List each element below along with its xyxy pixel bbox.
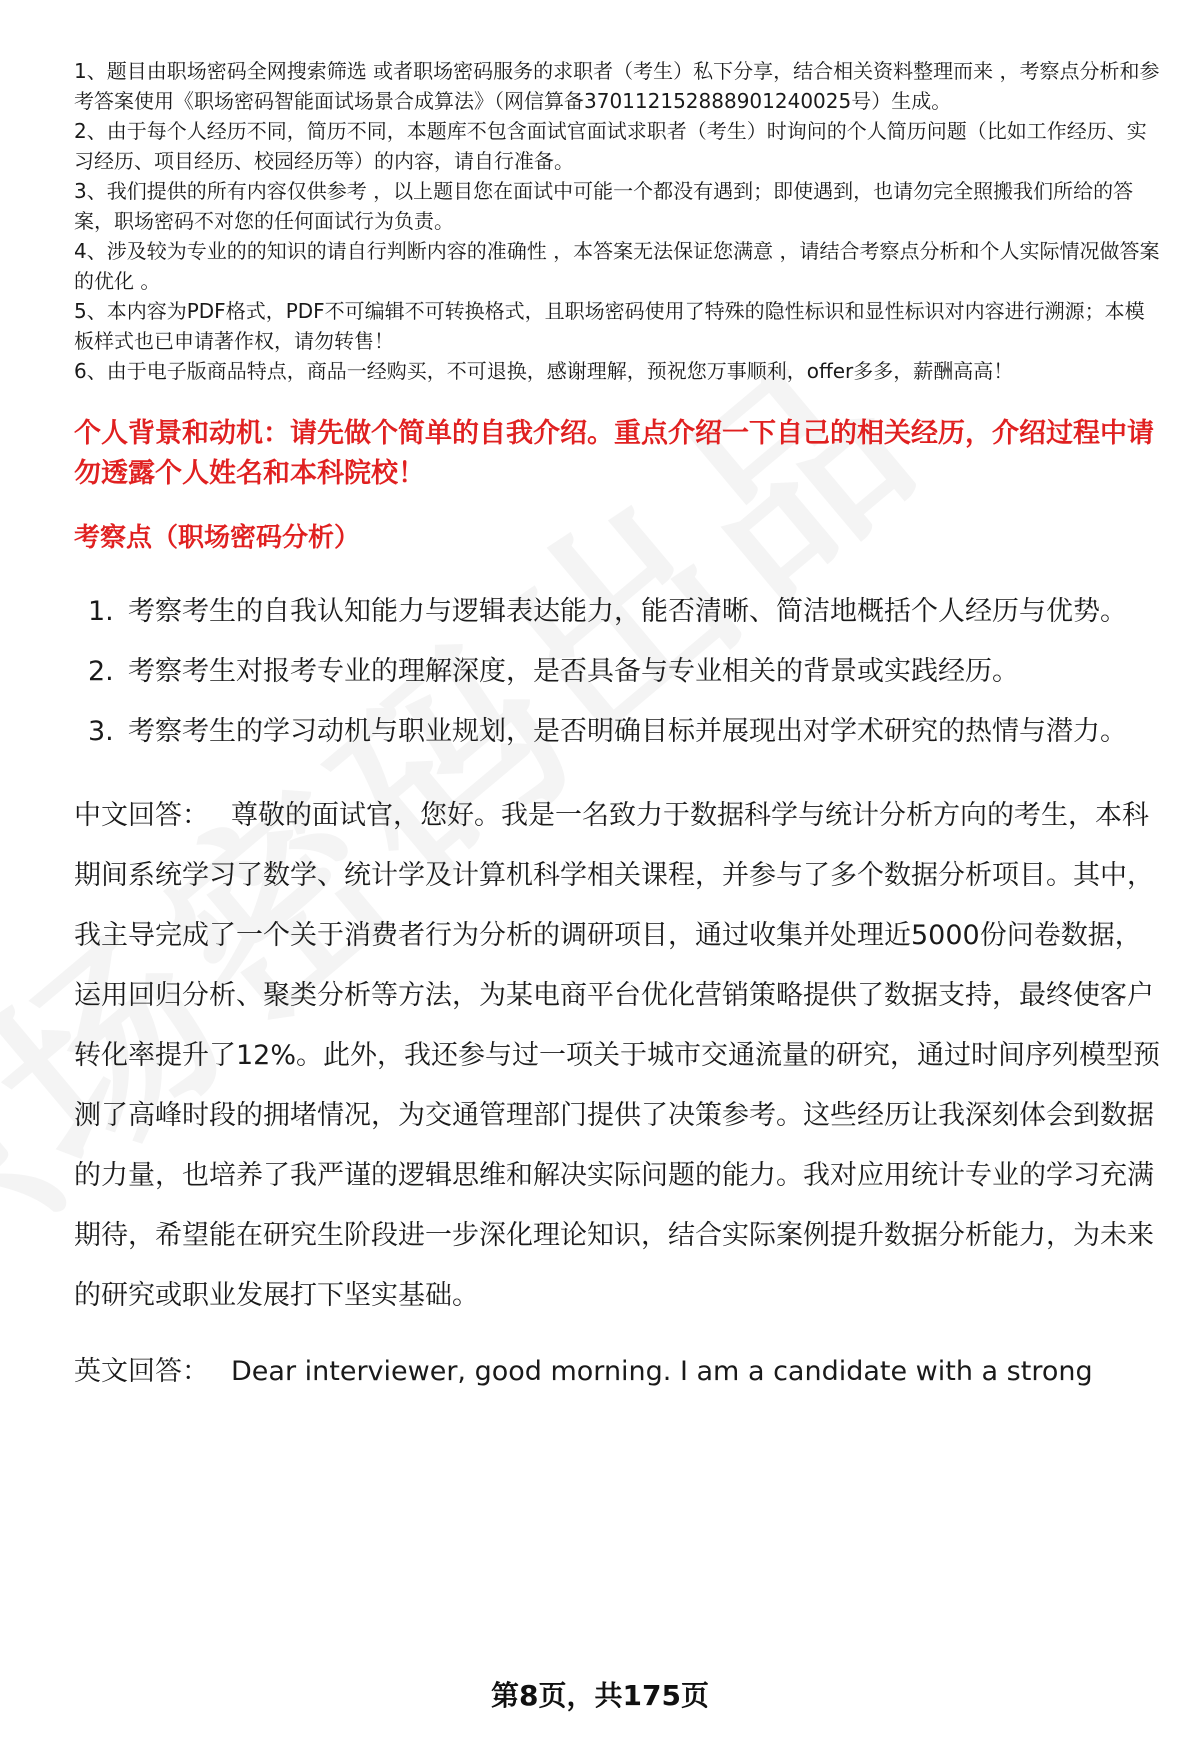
english-answer: [74, 1342, 1164, 1402]
point-text: 考察考生的自我认知能力与逻辑表达能力，能否清晰、简洁地概括个人经历与优势。: [128, 596, 1127, 627]
page-number: 第8页，共175页: [491, 1679, 709, 1712]
analysis-point: [74, 702, 1164, 762]
analysis-point: [74, 642, 1164, 702]
english-answer-label: 英文回答：: [74, 1356, 209, 1387]
analysis-title: 考察点（职场密码分析）: [74, 523, 361, 553]
chinese-answer: [74, 786, 1164, 1326]
note-item: 1、题目由职场密码全网搜索筛选 或者职场密码服务的求职者（考生）私下分享，结合相关资料整理而来 ，考察点分析和参考答案使用《职场密码智能面试场景合成算法》（网信算备370112152888901240025号）生成。: [74, 59, 1160, 113]
point-text: 考察考生的学习动机与职业规划，是否明确目标并展现出对学术研究的热情与潜力。: [128, 716, 1127, 747]
chinese-answer-text: 尊敬的面试官，您好。我是一名致力于数据科学与统计分析方向的考生，本科期间系统学习了数学、统计学及计算机科学相关课程，并参与了多个数据分析项目。其中，我主导完成了一个关于消费者行为分析的调研项目，通过收集并处理近5000份问卷数据，运用回归分析、聚类分析等方法，为某电商平台优化营销策略提供了数据支持，最终使客户转化率提升了12%。此外，我还参与过一项关于城市交通流量的研究，通过时间序列模型预测了高峰时段的拥堵情况，为交通管理部门提供了决策参考。这些经历让我深刻体会到数据的力量，也培养了我严谨的逻辑思维和解决实际问题的能力。我对应用统计专业的学习充满期待，希望能在研究生阶段进一步深化理论知识，结合实际案例提升数据分析能力，为未来的研究或职业发展打下坚实基础。: [74, 800, 1161, 1311]
note-item: 5、本内容为PDF格式，PDF不可编辑不可转换格式，且职场密码使用了特殊的隐性标识和显性标识对内容进行溯源；本模板样式也已申请著作权，请勿转售！: [74, 299, 1145, 353]
note-item: 4、涉及较为专业的的知识的请自行判断内容的准确性 ，本答案无法保证您满意 ，请结合考察点分析和个人实际情况做答案的优化 。: [74, 239, 1160, 293]
analysis-point: [74, 582, 1164, 642]
analysis-points: [74, 582, 1164, 762]
point-number: 2.: [88, 656, 114, 687]
english-answer-text: Dear interviewer, good morning. I am a candidate with a strong: [231, 1356, 1093, 1387]
note-item: 3、我们提供的所有内容仅供参考 ，以上题目您在面试中可能一个都没有遇到；即使遇到，也请勿完全照搬我们所给的答案，职场密码不对您的任何面试行为负责。: [74, 179, 1134, 233]
disclaimer-notes: [74, 56, 1164, 386]
point-number: 1.: [88, 596, 114, 627]
point-text: 考察考生对报考专业的理解深度，是否具备与专业相关的背景或实践经历。: [128, 656, 1019, 687]
page-content: [74, 56, 1164, 1402]
point-number: 3.: [88, 716, 114, 747]
chinese-answer-label: 中文回答：: [74, 800, 209, 831]
note-item: 2、由于每个人经历不同，简历不同，本题库不包含面试官面试求职者（考生）时询问的个人简历问题（比如工作经历、实习经历、项目经历、校园经历等）的内容，请自行准备。: [74, 119, 1147, 173]
question-heading: 个人背景和动机：请先做个简单的自我介绍。重点介绍一下自己的相关经历，介绍过程中请勿透露个人姓名和本科院校！: [74, 418, 1154, 489]
note-item: 6、由于电子版商品特点，商品一经购买，不可退换，感谢理解，预祝您万事顺利，offer多多，薪酬高高！: [74, 359, 1014, 383]
